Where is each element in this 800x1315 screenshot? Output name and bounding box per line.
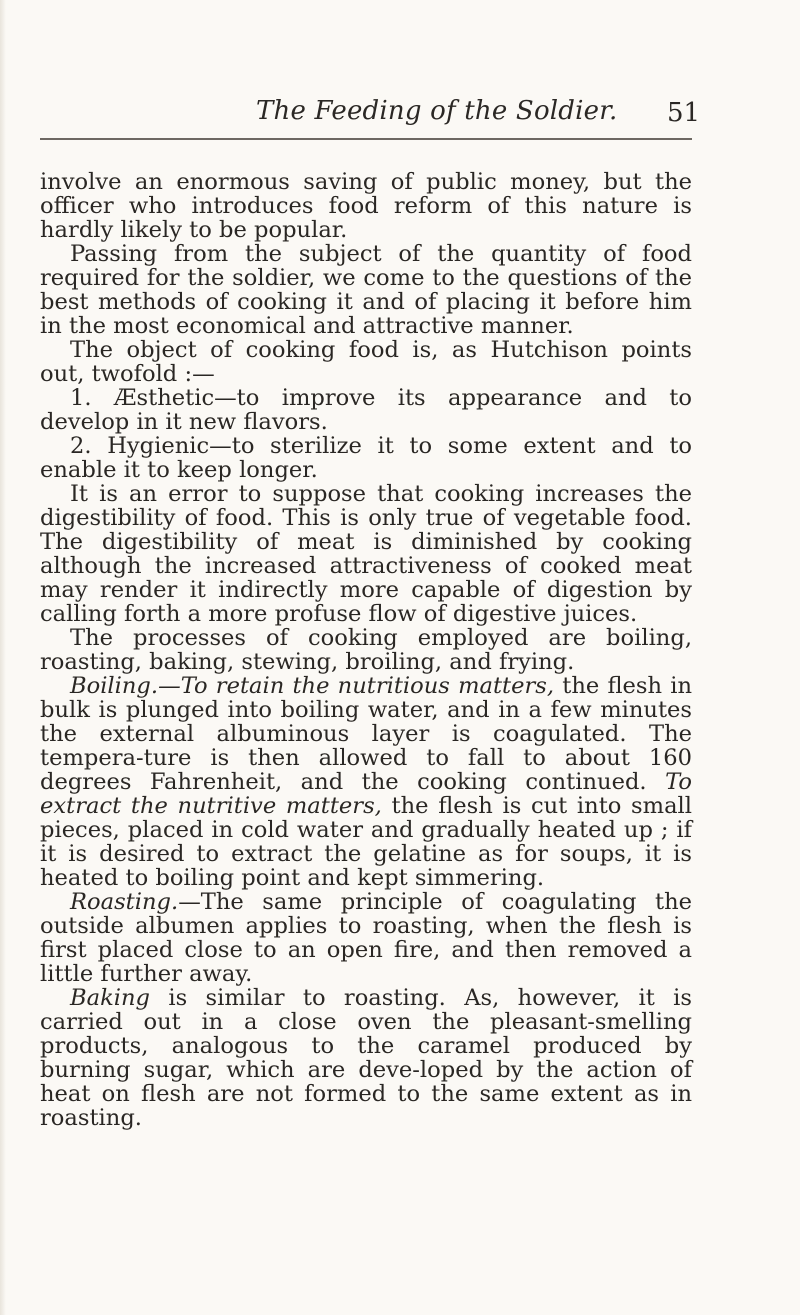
boiling-text-2: the flesh is cut into small pieces, placed in cold water and gradually heated up ; if it is desired to extract the gelatine as for soups, it is heated to boiling point and kept simmering. (40, 793, 692, 891)
boiling-dash: — (158, 673, 181, 699)
roasting-text: —The same principle of coagulating the outside albumen applies to roasting, when the flesh is first placed close to an open fire, and then removed a little further away. (40, 889, 692, 987)
paragraph-continuation: involve an enormous saving of public money, but the officer who introduces food reform of this nature is hardly likely to be popular. (40, 169, 692, 243)
body-text (40, 170, 692, 1130)
paragraph-passing: Passing from the subject of the quantity of food required for the soldier, we come to the questions of the best methods of cooking it and of placing it before him in the most economical and attractive manner. (40, 241, 692, 339)
paragraph-roasting (40, 890, 692, 986)
boiling-retain-phrase: To retain the nutritious matters, (180, 673, 555, 699)
page-number: 51 (667, 98, 701, 128)
boiling-text-1: the flesh in bulk is plunged into boiling water, and in a few minutes the external albuminous layer is coagulated. The tempera-ture is then allowed to fall to about 160 degrees Fahrenheit, and the cooking continued. (40, 673, 692, 795)
paragraph-object-of-cooking: The object of cooking food is, as Hutchison points out, twofold :— (40, 337, 692, 387)
list-item-aesthetic: 1. Æsthetic—to improve its appearance and to develop in it new flavors. (40, 385, 692, 435)
paragraph-processes: The processes of cooking employed are boiling, roasting, baking, stewing, broiling, and frying. (40, 625, 692, 675)
running-title: The Feeding of the Soldier. (256, 96, 618, 126)
boiling-heading: Boiling. (70, 673, 159, 699)
list-item-hygienic: 2. Hygienic—to sterilize it to some extent and to enable it to keep longer. (40, 433, 692, 483)
page-edge-shadow (0, 0, 6, 1315)
roasting-heading: Roasting. (70, 889, 179, 915)
boiling-extract-phrase: To extract the nutritive matters, (40, 769, 692, 819)
paragraph-baking (40, 986, 692, 1130)
page-header (0, 96, 800, 136)
paragraph-boiling (40, 674, 692, 890)
baking-heading: Baking (70, 985, 151, 1011)
baking-text: is similar to roasting. As, however, it is carried out in a close oven the pleasant-smelling products, analogous to the caramel produced by burning sugar, which are deve-loped by the action of heat on flesh are not formed to the same extent as in roasting. (40, 985, 692, 1131)
paragraph-digestibility: It is an error to suppose that cooking increases the digestibility of food. This is only true of vegetable food. The digestibility of meat is diminished by cooking although the increased attractiveness of cooked meat may render it indirectly more capable of digestion by calling forth a more profuse flow of digestive juices. (40, 481, 692, 627)
header-rule (40, 138, 692, 140)
